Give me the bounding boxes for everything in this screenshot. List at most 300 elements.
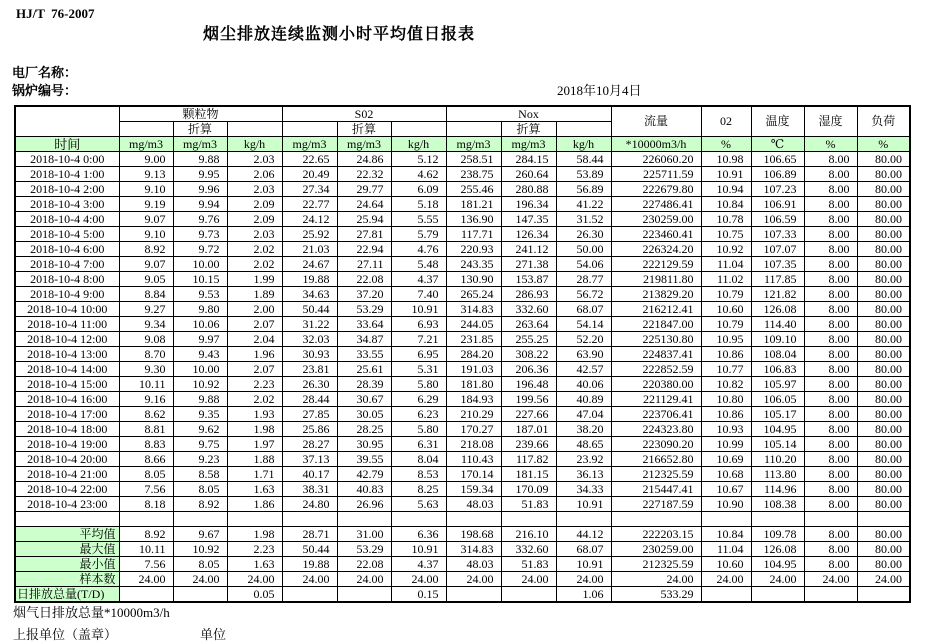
table-row [15, 182, 910, 197]
value-cell: 36.13 [556, 467, 611, 482]
value-cell: 9.27 [119, 302, 173, 317]
value-cell: 5.48 [391, 257, 446, 272]
value-cell: 332.60 [501, 542, 556, 557]
value-cell: 21.03 [282, 242, 337, 257]
value-cell: 24.00 [501, 572, 556, 587]
value-cell: 2.07 [227, 317, 282, 332]
pm-converted-label: 折算 [173, 122, 227, 137]
value-cell: 2.03 [227, 182, 282, 197]
value-cell: 110.20 [751, 452, 804, 467]
value-cell: 8.05 [173, 482, 227, 497]
value-cell [119, 587, 173, 603]
value-cell: 80.00 [857, 557, 910, 572]
time-cell: 2018-10-4 2:00 [15, 182, 119, 197]
value-cell: 19.88 [282, 557, 337, 572]
value-cell: 10.86 [701, 407, 751, 422]
value-cell: 8.04 [391, 452, 446, 467]
unit-cell: *10000m3/h [611, 137, 701, 152]
unit-cell: % [804, 137, 857, 152]
group-load: 负荷 [857, 106, 910, 137]
value-cell: 170.14 [446, 467, 501, 482]
value-cell: 210.29 [446, 407, 501, 422]
value-cell: 53.29 [337, 542, 391, 557]
value-cell: 8.92 [119, 527, 173, 542]
time-cell: 2018-10-4 20:00 [15, 452, 119, 467]
value-cell: 1.97 [227, 437, 282, 452]
value-cell: 10.91 [391, 302, 446, 317]
value-cell: 1.98 [227, 527, 282, 542]
value-cell: 30.93 [282, 347, 337, 362]
group-humidity: 湿度 [804, 106, 857, 137]
value-cell: 5.80 [391, 377, 446, 392]
value-cell: 8.00 [804, 257, 857, 272]
value-cell: 80.00 [857, 317, 910, 332]
value-cell: 24.00 [337, 572, 391, 587]
value-cell: 56.89 [556, 182, 611, 197]
value-cell: 7.40 [391, 287, 446, 302]
value-cell: 9.07 [119, 257, 173, 272]
value-cell: 10.92 [173, 377, 227, 392]
value-cell: 8.00 [804, 437, 857, 452]
value-cell: 104.95 [751, 557, 804, 572]
value-cell: 10.91 [556, 557, 611, 572]
time-cell: 2018-10-4 8:00 [15, 272, 119, 287]
table-row [15, 377, 910, 392]
value-cell: 9.53 [173, 287, 227, 302]
value-cell: 31.00 [337, 527, 391, 542]
value-cell: 6.09 [391, 182, 446, 197]
value-cell: 10.84 [701, 197, 751, 212]
time-cell: 2018-10-4 4:00 [15, 212, 119, 227]
value-cell: 33.55 [337, 347, 391, 362]
value-cell [857, 587, 910, 603]
value-cell: 8.00 [804, 347, 857, 362]
time-header-spacer [15, 106, 119, 137]
value-cell: 37.13 [282, 452, 337, 467]
value-cell: 80.00 [857, 482, 910, 497]
table-row [15, 467, 910, 482]
value-cell: 9.72 [173, 242, 227, 257]
value-cell: 271.38 [501, 257, 556, 272]
value-cell: 80.00 [857, 272, 910, 287]
value-cell: 107.23 [751, 182, 804, 197]
value-cell: 9.62 [173, 422, 227, 437]
value-cell: 108.04 [751, 347, 804, 362]
table-row [15, 317, 910, 332]
report-table [14, 105, 911, 603]
time-cell: 2018-10-4 14:00 [15, 362, 119, 377]
value-cell: 54.06 [556, 257, 611, 272]
value-cell: 22.94 [337, 242, 391, 257]
value-cell: 225130.80 [611, 332, 701, 347]
value-cell: 117.85 [751, 272, 804, 287]
value-cell: 284.15 [501, 152, 556, 167]
value-cell: 80.00 [857, 287, 910, 302]
value-cell: 216212.41 [611, 302, 701, 317]
value-cell: 53.29 [337, 302, 391, 317]
value-cell: 226324.20 [611, 242, 701, 257]
value-cell: 9.94 [173, 197, 227, 212]
unit-cell: mg/m3 [173, 137, 227, 152]
value-cell: 68.07 [556, 542, 611, 557]
value-cell: 170.27 [446, 422, 501, 437]
value-cell: 24.00 [701, 572, 751, 587]
value-cell: 191.03 [446, 362, 501, 377]
spacer-row [15, 512, 910, 527]
value-cell: 30.67 [337, 392, 391, 407]
value-cell: 199.56 [501, 392, 556, 407]
value-cell: 224837.41 [611, 347, 701, 362]
summary-row [15, 557, 910, 572]
value-cell: 6.23 [391, 407, 446, 422]
value-cell: 28.27 [282, 437, 337, 452]
value-cell: 181.15 [501, 467, 556, 482]
value-cell: 28.71 [282, 527, 337, 542]
value-cell: 37.20 [337, 287, 391, 302]
value-cell: 10.79 [701, 317, 751, 332]
unit-cell: kg/h [227, 137, 282, 152]
value-cell: 8.00 [804, 317, 857, 332]
value-cell: 48.03 [446, 557, 501, 572]
value-cell: 40.83 [337, 482, 391, 497]
value-cell: 4.37 [391, 557, 446, 572]
value-cell: 22.08 [337, 557, 391, 572]
table-row [15, 272, 910, 287]
value-cell: 10.92 [701, 242, 751, 257]
time-cell: 2018-10-4 21:00 [15, 467, 119, 482]
table-row [15, 497, 910, 512]
summary-label: 样本数 [15, 572, 119, 587]
empty-cell [227, 512, 282, 527]
value-cell: 8.00 [804, 212, 857, 227]
value-cell: 284.20 [446, 347, 501, 362]
empty-cell [501, 512, 556, 527]
summary-label: 平均值 [15, 527, 119, 542]
value-cell: 80.00 [857, 257, 910, 272]
value-cell: 255.46 [446, 182, 501, 197]
value-cell: 52.20 [556, 332, 611, 347]
value-cell: 23.92 [556, 452, 611, 467]
table-row [15, 302, 910, 317]
value-cell: 227486.41 [611, 197, 701, 212]
value-cell: 27.34 [282, 182, 337, 197]
value-cell: 7.56 [119, 557, 173, 572]
unit-cell: kg/h [556, 137, 611, 152]
value-cell: 27.85 [282, 407, 337, 422]
table-row [15, 362, 910, 377]
value-cell: 105.97 [751, 377, 804, 392]
time-cell: 2018-10-4 1:00 [15, 167, 119, 182]
value-cell: 9.08 [119, 332, 173, 347]
value-cell: 223090.20 [611, 437, 701, 452]
value-cell: 4.62 [391, 167, 446, 182]
value-cell: 26.96 [337, 497, 391, 512]
value-cell: 10.79 [701, 287, 751, 302]
value-cell: 51.83 [501, 557, 556, 572]
group-so2: S02 [282, 106, 446, 122]
value-cell: 50.44 [282, 542, 337, 557]
value-cell: 159.34 [446, 482, 501, 497]
value-cell: 10.11 [119, 377, 173, 392]
value-cell: 114.40 [751, 317, 804, 332]
value-cell: 104.95 [751, 422, 804, 437]
value-cell: 8.00 [804, 557, 857, 572]
time-cell: 2018-10-4 10:00 [15, 302, 119, 317]
value-cell: 2.02 [227, 257, 282, 272]
value-cell: 26.30 [556, 227, 611, 242]
value-cell: 2.09 [227, 212, 282, 227]
value-cell: 221129.41 [611, 392, 701, 407]
empty-cell [282, 512, 337, 527]
group-pm: 颗粒物 [119, 106, 282, 122]
value-cell: 29.77 [337, 182, 391, 197]
value-cell: 28.25 [337, 422, 391, 437]
value-cell: 24.00 [227, 572, 282, 587]
value-cell: 80.00 [857, 242, 910, 257]
value-cell [173, 587, 227, 603]
group-temp: 温度 [751, 106, 804, 137]
table-row [15, 257, 910, 272]
value-cell: 212325.59 [611, 467, 701, 482]
value-cell: 10.98 [701, 152, 751, 167]
value-cell: 10.15 [173, 272, 227, 287]
value-cell: 105.17 [751, 407, 804, 422]
value-cell: 34.33 [556, 482, 611, 497]
value-cell: 9.16 [119, 392, 173, 407]
table-row [15, 422, 910, 437]
value-cell: 1.96 [227, 347, 282, 362]
value-cell: 8.00 [804, 527, 857, 542]
value-cell: 6.95 [391, 347, 446, 362]
value-cell: 40.89 [556, 392, 611, 407]
value-cell: 11.04 [701, 257, 751, 272]
value-cell: 184.93 [446, 392, 501, 407]
unit-label: 单位 [200, 627, 227, 642]
value-cell: 225711.59 [611, 167, 701, 182]
table-row [15, 437, 910, 452]
value-cell: 533.29 [611, 587, 701, 603]
value-cell: 10.80 [701, 392, 751, 407]
flue-gas-total-note: 烟气日排放总量*10000m3/h [13, 605, 170, 620]
value-cell: 8.53 [391, 467, 446, 482]
value-cell: 10.86 [701, 347, 751, 362]
value-cell: 27.11 [337, 257, 391, 272]
value-cell: 24.12 [282, 212, 337, 227]
value-cell: 8.62 [119, 407, 173, 422]
value-cell: 1.06 [556, 587, 611, 603]
value-cell: 30.95 [337, 437, 391, 452]
value-cell: 8.00 [804, 242, 857, 257]
value-cell: 263.64 [501, 317, 556, 332]
value-cell: 31.22 [282, 317, 337, 332]
value-cell: 9.05 [119, 272, 173, 287]
value-cell: 25.92 [282, 227, 337, 242]
value-cell: 10.91 [701, 167, 751, 182]
value-cell: 10.84 [701, 527, 751, 542]
value-cell: 4.76 [391, 242, 446, 257]
value-cell: 117.71 [446, 227, 501, 242]
value-cell: 332.60 [501, 302, 556, 317]
table-row [15, 452, 910, 467]
value-cell: 80.00 [857, 197, 910, 212]
value-cell: 80.00 [857, 527, 910, 542]
summary-row [15, 542, 910, 557]
value-cell [804, 587, 857, 603]
value-cell: 126.08 [751, 542, 804, 557]
boiler-number-label: 锅炉编号： [12, 83, 78, 98]
time-cell: 2018-10-4 11:00 [15, 317, 119, 332]
value-cell: 121.82 [751, 287, 804, 302]
empty-cell [751, 512, 804, 527]
page-title: 烟尘排放连续监测小时平均值日报表 [203, 26, 476, 43]
value-cell: 48.65 [556, 437, 611, 452]
value-cell: 227187.59 [611, 497, 701, 512]
value-cell: 10.82 [701, 377, 751, 392]
value-cell: 80.00 [857, 437, 910, 452]
value-cell: 106.83 [751, 362, 804, 377]
value-cell: 110.43 [446, 452, 501, 467]
value-cell: 63.90 [556, 347, 611, 362]
value-cell: 24.00 [857, 572, 910, 587]
value-cell: 24.00 [119, 572, 173, 587]
value-cell: 230259.00 [611, 212, 701, 227]
unit-cell: mg/m3 [337, 137, 391, 152]
value-cell: 219811.80 [611, 272, 701, 287]
value-cell: 30.05 [337, 407, 391, 422]
value-cell: 109.10 [751, 332, 804, 347]
value-cell: 10.69 [701, 452, 751, 467]
value-cell: 8.00 [804, 182, 857, 197]
value-cell: 196.34 [501, 197, 556, 212]
value-cell: 25.61 [337, 362, 391, 377]
value-cell: 50.44 [282, 302, 337, 317]
value-cell: 224323.80 [611, 422, 701, 437]
value-cell: 0.15 [391, 587, 446, 603]
value-cell: 10.95 [701, 332, 751, 347]
value-cell: 11.02 [701, 272, 751, 287]
value-cell: 9.95 [173, 167, 227, 182]
value-cell: 1.93 [227, 407, 282, 422]
value-cell: 42.79 [337, 467, 391, 482]
summary-label: 最小值 [15, 557, 119, 572]
time-cell: 2018-10-4 6:00 [15, 242, 119, 257]
value-cell: 80.00 [857, 377, 910, 392]
value-cell: 22.65 [282, 152, 337, 167]
value-cell: 8.00 [804, 467, 857, 482]
value-cell: 8.92 [173, 497, 227, 512]
value-cell: 9.23 [173, 452, 227, 467]
value-cell: 1.63 [227, 557, 282, 572]
value-cell: 56.72 [556, 287, 611, 302]
value-cell: 41.22 [556, 197, 611, 212]
value-cell: 10.11 [119, 542, 173, 557]
value-cell: 10.60 [701, 557, 751, 572]
value-cell: 10.68 [701, 467, 751, 482]
table-row [15, 332, 910, 347]
value-cell: 80.00 [857, 497, 910, 512]
value-cell: 222129.59 [611, 257, 701, 272]
value-cell: 10.91 [556, 497, 611, 512]
value-cell: 1.88 [227, 452, 282, 467]
value-cell: 308.22 [501, 347, 556, 362]
value-cell: 9.30 [119, 362, 173, 377]
report-date: 2018年10月4日 [557, 83, 642, 98]
value-cell [446, 587, 501, 603]
value-cell: 2.00 [227, 302, 282, 317]
value-cell: 222679.80 [611, 182, 701, 197]
value-cell: 9.73 [173, 227, 227, 242]
value-cell: 80.00 [857, 152, 910, 167]
value-cell: 8.00 [804, 452, 857, 467]
value-cell: 258.51 [446, 152, 501, 167]
header-group-row [15, 106, 910, 122]
table-row [15, 287, 910, 302]
value-cell: 24.00 [173, 572, 227, 587]
value-cell: 280.88 [501, 182, 556, 197]
value-cell: 260.64 [501, 167, 556, 182]
value-cell: 8.92 [119, 242, 173, 257]
value-cell: 107.33 [751, 227, 804, 242]
value-cell: 106.89 [751, 167, 804, 182]
value-cell: 227.66 [501, 407, 556, 422]
header-units-row [15, 137, 910, 152]
empty-cell [446, 512, 501, 527]
value-cell: 105.14 [751, 437, 804, 452]
value-cell: 231.85 [446, 332, 501, 347]
value-cell: 2.03 [227, 152, 282, 167]
value-cell: 198.68 [446, 527, 501, 542]
value-cell [282, 587, 337, 603]
value-cell: 241.12 [501, 242, 556, 257]
value-cell: 5.18 [391, 197, 446, 212]
value-cell: 40.17 [282, 467, 337, 482]
value-cell: 216652.80 [611, 452, 701, 467]
value-cell: 187.01 [501, 422, 556, 437]
value-cell: 106.59 [751, 212, 804, 227]
value-cell: 8.00 [804, 302, 857, 317]
table-row [15, 197, 910, 212]
value-cell: 223706.41 [611, 407, 701, 422]
time-cell: 2018-10-4 5:00 [15, 227, 119, 242]
value-cell [701, 587, 751, 603]
value-cell: 7.56 [119, 482, 173, 497]
time-cell: 2018-10-4 3:00 [15, 197, 119, 212]
value-cell: 28.44 [282, 392, 337, 407]
time-cell: 2018-10-4 22:00 [15, 482, 119, 497]
table-row [15, 212, 910, 227]
value-cell: 8.00 [804, 542, 857, 557]
value-cell: 22.32 [337, 167, 391, 182]
value-cell: 8.66 [119, 452, 173, 467]
value-cell: 38.20 [556, 422, 611, 437]
empty-cell [857, 512, 910, 527]
value-cell: 42.57 [556, 362, 611, 377]
value-cell: 10.92 [173, 542, 227, 557]
value-cell: 238.75 [446, 167, 501, 182]
value-cell: 80.00 [857, 542, 910, 557]
value-cell: 222203.15 [611, 527, 701, 542]
value-cell: 38.31 [282, 482, 337, 497]
value-cell: 25.94 [337, 212, 391, 227]
value-cell: 10.60 [701, 302, 751, 317]
empty-cell [611, 512, 701, 527]
value-cell: 39.55 [337, 452, 391, 467]
value-cell: 31.52 [556, 212, 611, 227]
value-cell: 8.00 [804, 272, 857, 287]
value-cell: 106.65 [751, 152, 804, 167]
value-cell: 28.77 [556, 272, 611, 287]
value-cell: 196.48 [501, 377, 556, 392]
